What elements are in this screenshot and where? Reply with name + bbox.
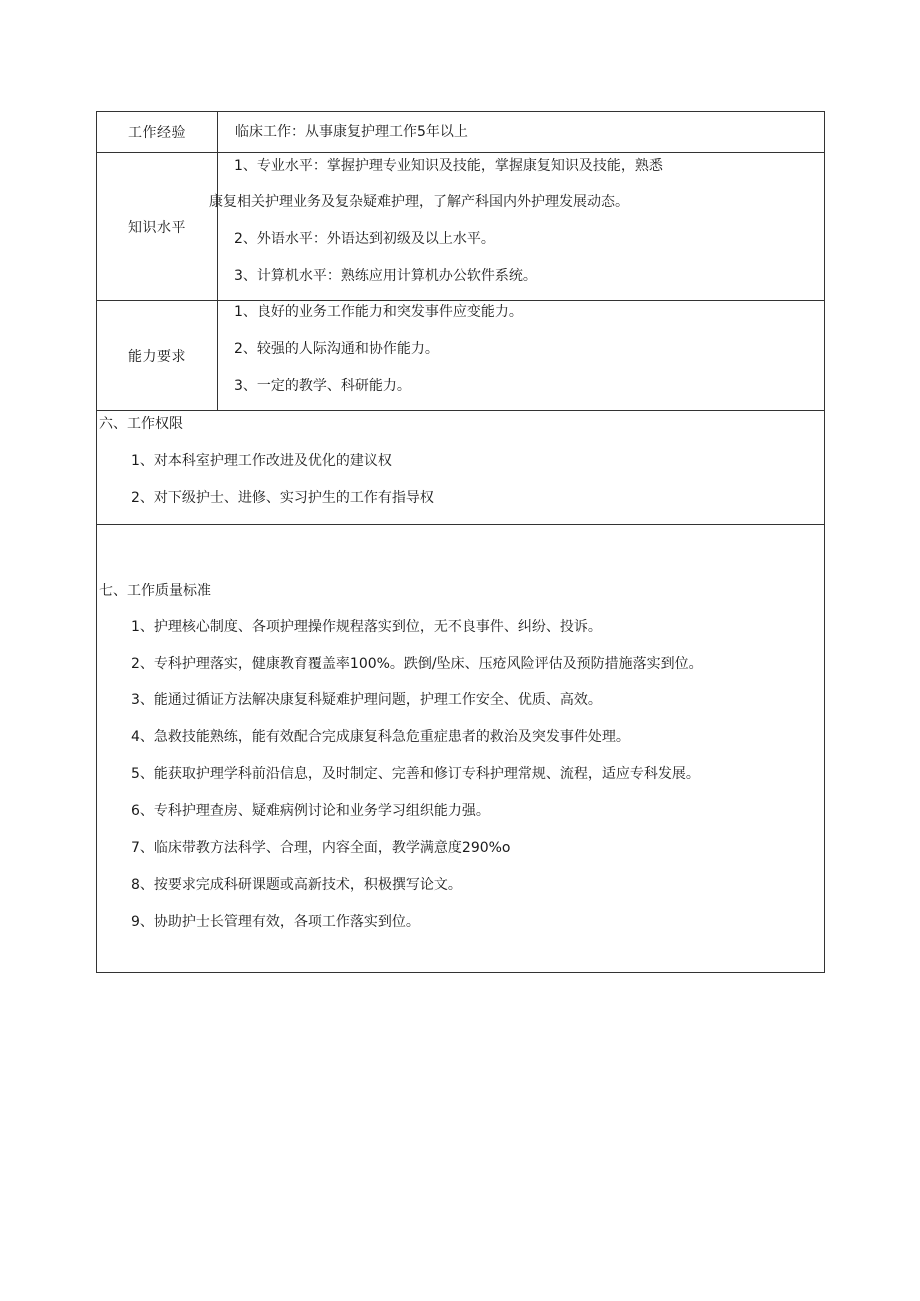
authority-item: 1、对本科室护理工作改进及优化的建议权 (131, 453, 392, 469)
work-experience-label: 工作经验 (97, 112, 218, 152)
knowledge-level-content (209, 153, 824, 300)
quality-item: 7、临床带教方法科学、合理，内容全面，教学满意度290%o (131, 840, 511, 856)
knowledge-level-row (97, 153, 824, 301)
quality-item: 9、协助护士长管理有效，各项工作落实到位。 (131, 914, 420, 930)
quality-item: 1、护理核心制度、各项护理操作规程落实到位，无不良事件、纠纷、投诉。 (131, 619, 602, 635)
ability-requirements-content (218, 301, 824, 410)
quality-standards-heading: 七、工作质量标准 (99, 583, 211, 599)
ability-line: 1、良好的业务工作能力和突发事件应变能力。 (234, 304, 523, 320)
quality-item: 2、专科护理落实，健康教育覆盖率100%。跌倒/坠床、压疮风险评估及预防措施落实到位。 (131, 656, 703, 672)
work-authority-section (97, 411, 824, 525)
quality-item: 8、按要求完成科研课题或高新技术，积极撰写论文。 (131, 877, 462, 893)
work-experience-content (218, 112, 824, 152)
quality-item: 6、专科护理查房、疑难病例讨论和业务学习组织能力强。 (131, 803, 490, 819)
ability-line: 3、一定的教学、科研能力。 (234, 378, 411, 394)
knowledge-line: 2、外语水平：外语达到初级及以上水平。 (234, 231, 495, 247)
quality-item: 3、能通过循证方法解决康复科疑难护理问题，护理工作安全、优质、高效。 (131, 692, 602, 708)
knowledge-line: 康复相关护理业务及复杂疑难护理，了解产科国内外护理发展动态。 (209, 194, 629, 210)
job-description-table (96, 111, 825, 973)
work-experience-row (97, 112, 824, 153)
knowledge-line: 3、计算机水平：熟练应用计算机办公软件系统。 (234, 268, 537, 284)
work-experience-value: 临床工作：从事康复护理工作5年以上 (235, 124, 468, 140)
ability-requirements-row (97, 301, 824, 411)
quality-standards-section (97, 525, 824, 972)
authority-item: 2、对下级护士、进修、实习护生的工作有指导权 (131, 490, 434, 506)
knowledge-line: 1、专业水平：掌握护理专业知识及技能，掌握康复知识及技能，熟悉 (234, 158, 663, 174)
work-authority-heading: 六、工作权限 (99, 416, 183, 432)
ability-line: 2、较强的人际沟通和协作能力。 (234, 341, 439, 357)
ability-requirements-label: 能力要求 (97, 301, 218, 410)
knowledge-level-label: 知识水平 (97, 153, 218, 300)
quality-item: 4、急救技能熟练，能有效配合完成康复科急危重症患者的救治及突发事件处理。 (131, 729, 630, 745)
quality-item: 5、能获取护理学科前沿信息，及时制定、完善和修订专科护理常规、流程，适应专科发展。 (131, 766, 700, 782)
